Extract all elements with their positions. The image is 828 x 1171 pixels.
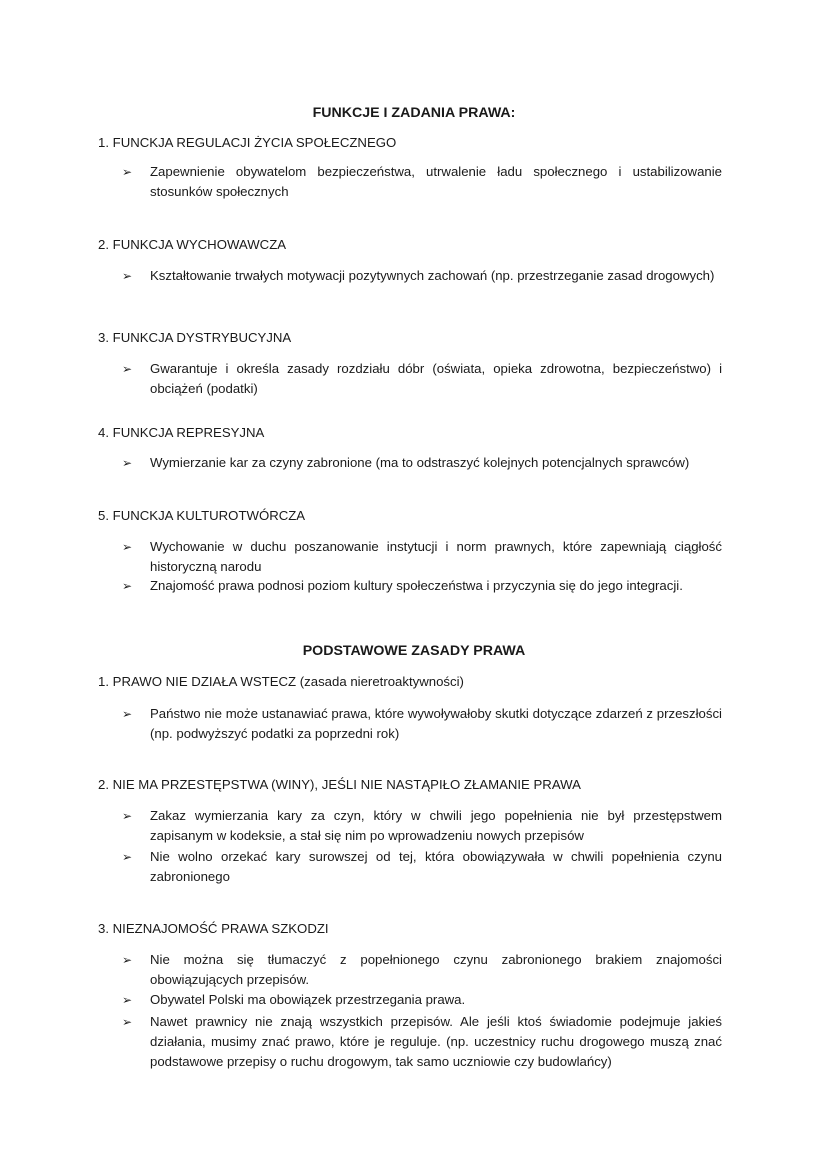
title-principles: PODSTAWOWE ZASADY PRAWA [302,643,526,659]
bullet-text: Wymierzanie kar za czyny zabronione (ma to odstraszyć kolejnych potencjalnych sprawców) [150,455,690,470]
section-heading-ignorance: 3. NIEZNAJOMOŚĆ PRAWA SZKODZI [98,921,329,936]
bullet-item [122,806,722,846]
arrow-bullet-icon: ➢ [122,953,133,967]
arrow-bullet-icon: ➢ [122,850,133,864]
arrow-bullet-icon: ➢ [122,362,133,376]
bullet-text: Państwo nie może ustanawiać prawa, które wywoływałoby skutki dotyczące zdarzeń z przeszłości (np. podwyższyć podatki za poprzedni rok) [150,706,722,741]
bullet-item [122,847,722,887]
bullet-text: Gwarantuje i określa zasady rozdziału dóbr (oświata, opieka zdrowotna, bezpieczeństwo) i obciążeń (podatki) [150,361,722,396]
bullet-item [122,266,722,286]
arrow-bullet-icon: ➢ [122,540,133,554]
arrow-bullet-icon: ➢ [122,269,133,283]
section-heading-regulation: 1. FUNCKJA REGULACJI ŻYCIA SPOŁECZNEGO [98,135,397,150]
arrow-bullet-icon: ➢ [122,993,133,1007]
bullet-text: Zapewnienie obywatelom bezpieczeństwa, utrwalenie ładu społecznego i ustabilizowanie stosunków społecznych [150,164,722,199]
bullet-item [122,990,722,1010]
section-heading-culture: 5. FUNCKJA KULTUROTWÓRCZA [98,508,306,523]
arrow-bullet-icon: ➢ [122,456,133,470]
bullet-text: Obywatel Polski ma obowiązek przestrzegania prawa. [150,992,466,1007]
bullet-item [122,704,722,744]
section-heading-no-crime: 2. NIE MA PRZESTĘPSTWA (WINY), JEŚLI NIE NASTĄPIŁO ZŁAMANIE PRAWA [98,777,581,792]
arrow-bullet-icon: ➢ [122,1015,133,1029]
bullet-text: Nie można się tłumaczyć z popełnionego czynu zabronionego brakiem znajomości obowiązujących przepisów. [150,952,722,987]
bullet-text: Nie wolno orzekać kary surowszej od tej, która obowiązywała w chwili popełnienia czynu zabronionego [150,849,722,884]
bullet-item [122,162,722,202]
section-heading-no-retroactivity: 1. PRAWO NIE DZIAŁA WSTECZ (zasada nieretroaktywności) [98,674,464,689]
bullet-text: Nawet prawnicy nie znają wszystkich przepisów. Ale jeśli ktoś świadomie podejmuje jakieś działania, musimy znać prawo, które je reguluje. (np. uczestnicy ruchu drogowego muszą znać podstawowe przepisy o ruchu drogowym, tak samo uczniowie czy budowlańcy) [150,1014,722,1069]
bullet-text: Znajomość prawa podnosi poziom kultury społeczeństwa i przyczynia się do jego integracji. [150,578,683,593]
section-heading-educational: 2. FUNKCJA WYCHOWAWCZA [98,237,287,252]
bullet-text: Wychowanie w duchu poszanowanie instytucji i norm prawnych, które zapewniają ciągłość historyczną narodu [150,539,722,574]
bullet-item [122,1012,722,1072]
bullet-item [122,453,722,473]
arrow-bullet-icon: ➢ [122,165,133,179]
bullet-item [122,950,722,990]
bullet-item [122,576,722,596]
section-heading-repressive: 4. FUNKCJA REPRESYJNA [98,425,265,440]
bullet-item [122,359,722,399]
bullet-text: Kształtowanie trwałych motywacji pozytywnych zachowań (np. przestrzeganie zasad drogowych) [150,268,715,283]
bullet-item [122,537,722,577]
bullet-text: Zakaz wymierzania kary za czyn, który w chwili jego popełnienia nie był przestępstwem zapisanym w kodeksie, a stał się nim po wprowadzeniu nowych przepisów [150,808,722,843]
arrow-bullet-icon: ➢ [122,579,133,593]
arrow-bullet-icon: ➢ [122,707,133,721]
title-functions: FUNKCJE I ZADANIA PRAWA: [312,105,516,121]
section-heading-distributive: 3. FUNKCJA DYSTRYBUCYJNA [98,330,292,345]
arrow-bullet-icon: ➢ [122,809,133,823]
